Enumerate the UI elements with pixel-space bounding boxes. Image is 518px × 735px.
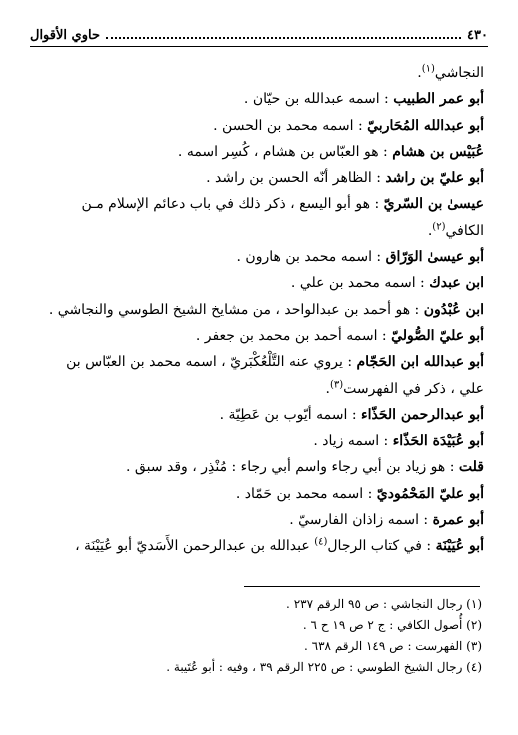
entry-text-tail: عبدالله بن عبدالرحمن الأَسَديّ أبو عُيَيْنَة ، [75, 538, 315, 555]
footnote-item: (٤) رجال الشيخ الطوسي : ص ٢٢٥ الرقم ٣٩ ، وفيه : أبو عُتَيبة . [166, 660, 482, 674]
entry-heading: عيسىٰ بن السّريّ [383, 196, 484, 213]
entry-heading: قلت [458, 459, 484, 476]
text-line [32, 244, 484, 270]
footnote-reference: (٣) [329, 378, 344, 390]
entry-heading: أبو عُيَيْنَة [435, 538, 484, 555]
text-line [32, 533, 484, 559]
text-line [32, 349, 484, 375]
text-line [32, 376, 484, 402]
footnote-item: (٣) الفهرست : ص ١٤٩ الرقم ٦٣٨ . [304, 639, 482, 653]
text-line [32, 428, 484, 454]
text-line [32, 113, 484, 139]
entry-heading: أبو عيسىٰ الوَرّاق [385, 249, 484, 266]
entry-heading: أبو عليّ المَحْمُوديّ [376, 485, 484, 502]
footnote-reference: (١) [421, 63, 435, 75]
entry-heading: أبو عليّ الصُّوليّ [391, 327, 484, 344]
footnote-item: (١) رجال النجاشي : ص ٩٥ الرقم ٢٣٧ . [286, 597, 482, 611]
entry-text: : اسمه عبدالله بن حيّان . [243, 91, 394, 108]
entry-heading: أبو عُبَيْدَة الحَذّاء [392, 433, 484, 450]
footnotes [40, 594, 482, 678]
entry-heading: أبو عمرة [432, 512, 484, 529]
entry-text: : هو العبّاس بن هشام ، كُسِر اسمه . [177, 143, 393, 160]
entry-heading: أبو عبدالله ابن الحَجّام [356, 354, 484, 371]
text-line [32, 507, 484, 533]
entry-text-tail: . [417, 65, 422, 81]
entry-text: : اسمه أيّوب بن عَطِيّة . [219, 406, 361, 423]
text-line [32, 139, 484, 165]
entry-heading: ابن عبدك [429, 275, 484, 292]
entry-heading: أبو عبدالله المُحَاربيّ [367, 117, 484, 134]
entry-heading: أبو عليّ بن راشد [385, 170, 484, 187]
footnote-separator [244, 586, 480, 587]
entry-text: : اسمه محمد بن الحسن . [213, 117, 368, 134]
text-line [32, 218, 484, 244]
entry-text: : في كتاب الرجال [327, 538, 436, 555]
entry-text: الكافي [445, 222, 484, 239]
footnote-reference: (٤) [314, 536, 328, 548]
text-line [32, 481, 484, 507]
footnote-item: (٢) أُصول الكافي : ج ٢ ص ١٩ ح ٦ . [302, 618, 482, 632]
text-line [32, 402, 484, 428]
entry-text: : اسمه زاذان الفارسيّ . [289, 512, 433, 529]
entry-heading: ابن عُبْدُون [423, 301, 484, 318]
text-line [32, 191, 484, 217]
text-line [32, 86, 484, 112]
entry-text-tail: . [325, 380, 330, 397]
text-line [32, 323, 484, 349]
entry-text: : الظاهر أنّه الحسن بن راشد . [206, 170, 386, 187]
header-dotted-leader [106, 31, 461, 39]
running-header [30, 24, 488, 47]
entry-text: : اسمه زياد . [313, 433, 393, 450]
text-line [32, 270, 484, 296]
text-line [32, 60, 484, 86]
entry-text: : هو أبو اليسع ، ذكر ذلك في باب دعائم الإسلام مـن [81, 196, 384, 213]
entry-text: : اسمه أحمد بن محمد بن جعفر . [195, 327, 392, 344]
footnote-reference: (٢) [432, 221, 446, 233]
page-number: ٤٣٠ [467, 27, 488, 43]
entry-text: : اسمه محمد بن حَمّاد . [235, 485, 377, 502]
entry-text-tail: . [427, 222, 433, 239]
entry-heading: عُبَيْس بن هشام [392, 143, 484, 160]
entry-text: : يروي عنه التَّلْعُكْبَريّ ، اسمه محمد بن العبّاس بن [66, 354, 357, 371]
entry-text: : اسمه محمد بن علي . [290, 275, 430, 292]
entry-text: النجاشي [434, 65, 484, 81]
text-line [32, 454, 484, 480]
running-title: حاوي الأقوال [30, 27, 100, 43]
main-text [32, 60, 484, 560]
entry-heading: أبو عمر الطبيب [393, 91, 484, 108]
text-line [32, 165, 484, 191]
entry-text: علي ، ذكر في الفهرست [343, 380, 484, 397]
entry-text: : هو أحمد بن عبدالواحد ، من مشايخ الشيخ الطوسي والنجاشي . [48, 301, 424, 318]
entry-text: : هو زياد بن أبي رجاء واسم أبي رجاء : مُنْذِر ، وقد سبق . [126, 459, 459, 476]
text-line [32, 297, 484, 323]
entry-text: : اسمه محمد بن هارون . [236, 249, 386, 266]
entry-heading: أبو عبدالرحمن الحَذّاء [361, 406, 484, 423]
